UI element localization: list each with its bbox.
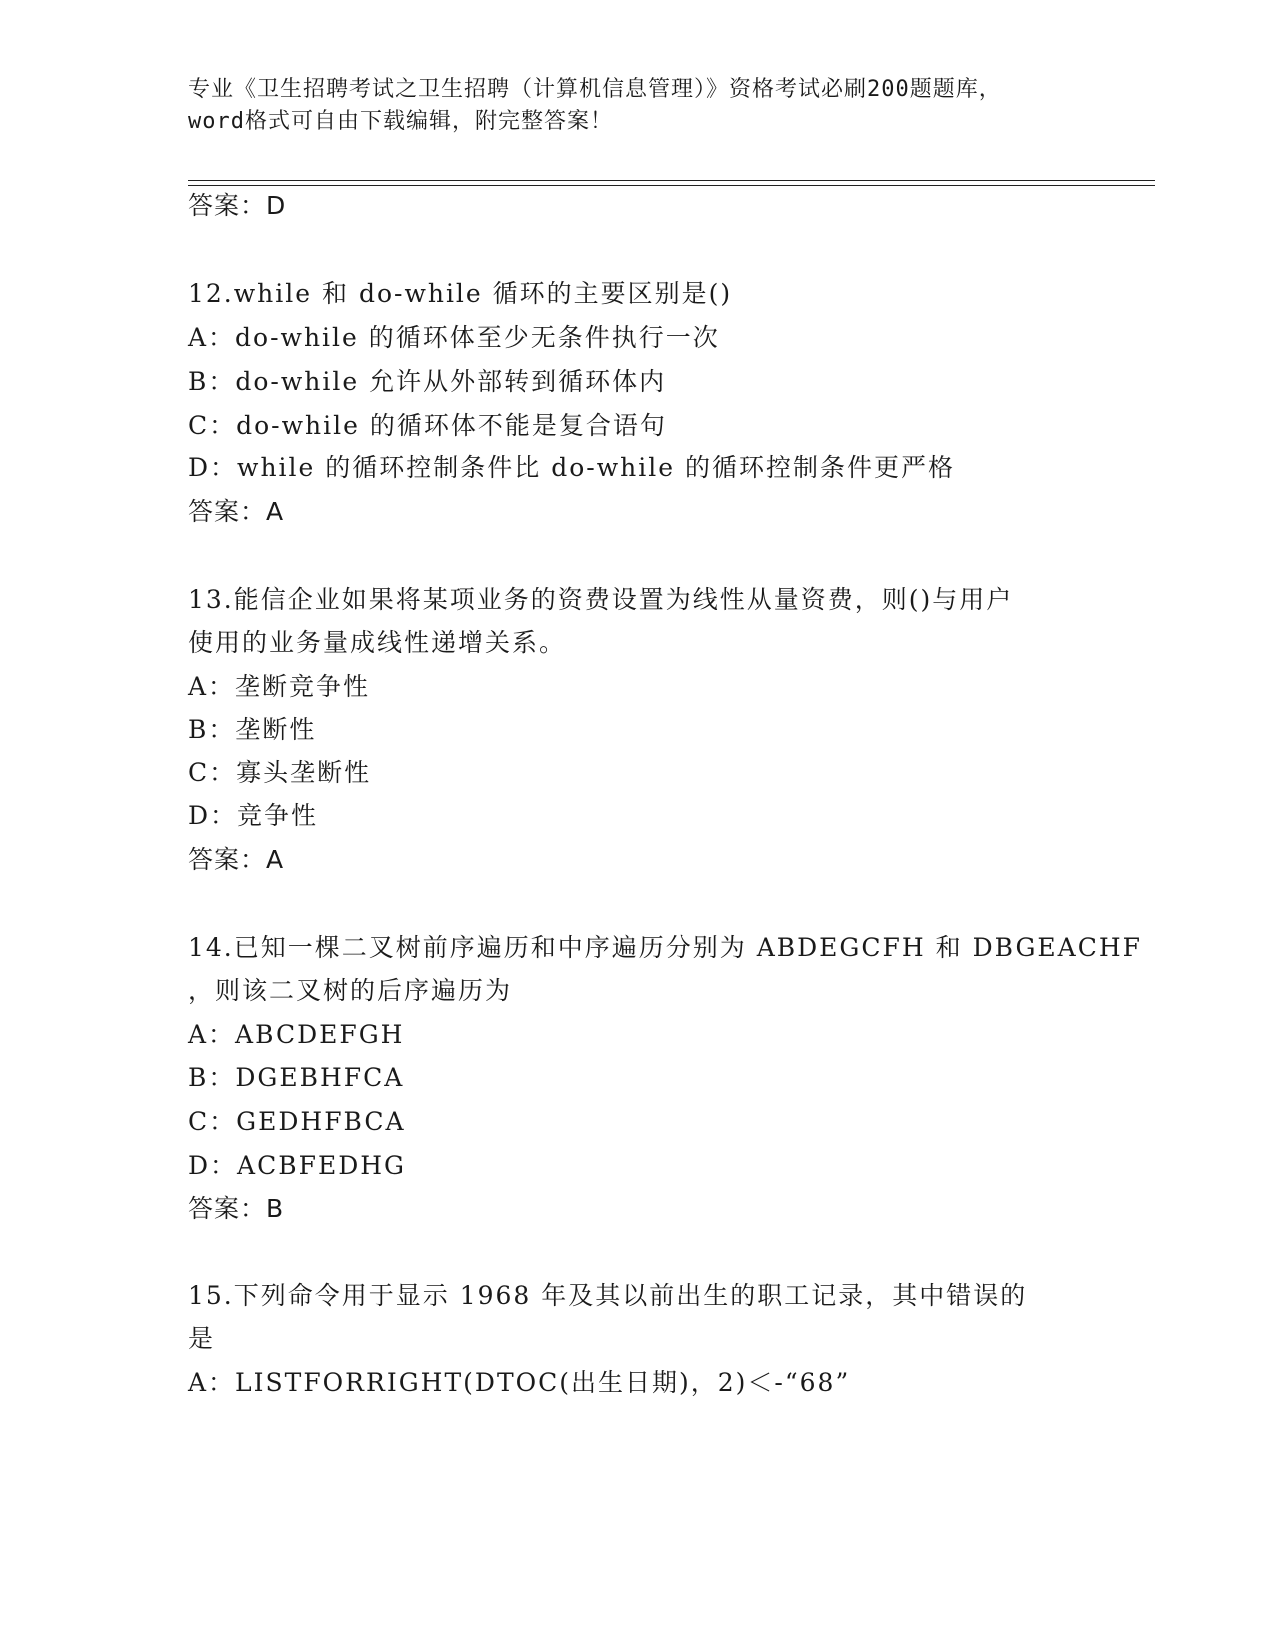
question-13-option-c: C：寡头垄断性 (188, 758, 372, 787)
question-12-answer: 答案：A (188, 497, 285, 526)
question-14-option-c: C：GEDHFBCA (188, 1107, 406, 1136)
question-12-stem: 12.while 和 do-while 循环的主要区别是() (188, 279, 733, 308)
question-13-option-a: A：垄断竞争性 (188, 672, 371, 701)
question-13-option-d: D：竞争性 (188, 801, 319, 830)
question-13-answer: 答案：A (188, 845, 285, 874)
question-14-option-d: D：ACBFEDHG (188, 1151, 407, 1180)
question-14-stem-line-1: 14.已知一棵二叉树前序遍历和中序遍历分别为 ABDEGCFH 和 DBGEACHF (188, 933, 1142, 962)
question-14-option-a: A：ABCDEFGH (188, 1020, 405, 1049)
question-15-stem-line-1: 15.下列命令用于显示 1968 年及其以前出生的职工记录，其中错误的 (188, 1281, 1028, 1310)
question-14-option-b: B：DGEBHFCA (188, 1063, 405, 1092)
question-12-option-b: B：do-while 允许从外部转到循环体内 (188, 367, 667, 396)
question-14-answer: 答案：B (188, 1194, 285, 1223)
previous-answer: 答案：D (188, 191, 287, 220)
header-line-1: 专业《卫生招聘考试之卫生招聘（计算机信息管理）》资格考试必刷200题题库， (188, 77, 1002, 102)
header-divider-top (188, 180, 1155, 181)
question-13-option-b: B：垄断性 (188, 715, 317, 744)
question-15-option-a: A：LISTFORRIGHT(DTOC(出生日期)，2)＜-“68” (188, 1368, 851, 1397)
header-divider-bottom (188, 185, 1155, 186)
question-13-stem-line-1: 13.能信企业如果将某项业务的资费设置为线性从量资费，则()与用户 (188, 585, 1014, 614)
document-header (188, 74, 1088, 138)
question-13-stem-line-2: 使用的业务量成线性递增关系。 (188, 628, 567, 657)
question-14-stem-line-2: ，则该二叉树的后序遍历为 (188, 976, 513, 1005)
question-12-option-a: A：do-while 的循环体至少无条件执行一次 (188, 323, 720, 352)
header-line-2: word格式可自由下载编辑，附完整答案！ (188, 109, 613, 134)
question-12-option-c: C：do-while 的循环体不能是复合语句 (188, 411, 667, 440)
question-15-stem-line-2: 是 (188, 1324, 216, 1353)
question-12-option-d: D：while 的循环控制条件比 do-while 的循环控制条件更严格 (188, 453, 955, 482)
